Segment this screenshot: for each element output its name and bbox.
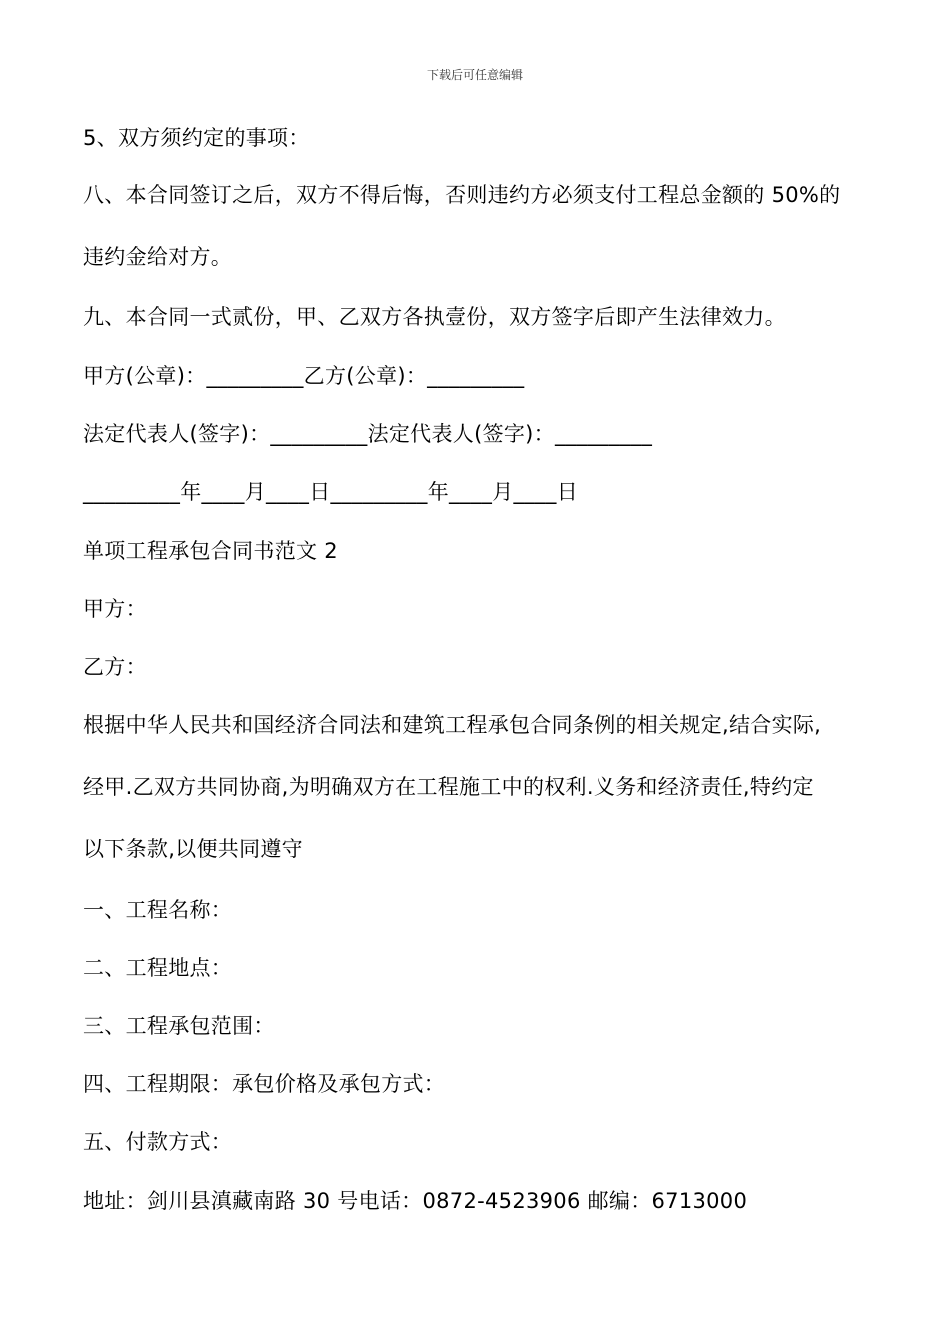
paragraph-clause-nine: 九、本合同一式贰份，甲、乙双方各执壹份，双方签字后即产生法律效力。 (83, 305, 786, 329)
signature-seal-line: 甲方(公章)：_________乙方(公章)：_________ (83, 364, 525, 388)
paragraph-clause-eight (83, 164, 873, 288)
party-a-label: 甲方： (83, 597, 147, 621)
paragraph-preamble (83, 694, 873, 880)
party-b-label: 乙方： (83, 655, 147, 679)
section-title: 单项工程承包合同书范文 2 (83, 539, 338, 563)
preamble-line-3: 以下条款,以便共同遵守 (83, 837, 303, 861)
item-project-term: 四、工程期限：承包价格及承包方式： (83, 1072, 446, 1096)
footer-address: 地址：剑川县滇藏南路 30 号电话：0872-4523906 邮编：6713000 (83, 1189, 748, 1213)
preamble-line-1: 根据中华人民共和国经济合同法和建筑工程承包合同条例的相关规定,结合实际, (83, 713, 822, 737)
item-project-location: 二、工程地点： (83, 956, 233, 980)
clause-eight-line-1: 八、本合同签订之后，双方不得后悔，否则违约方必须支付工程总金额的 50%的 (83, 183, 841, 207)
signature-date-line: _________年____月____日_________年____月____日 (83, 480, 578, 504)
page-header-note: 下载后可任意编辑 (426, 68, 523, 82)
paragraph-agreed-items: 5、双方须约定的事项： (83, 126, 310, 150)
item-project-scope: 三、工程承包范围： (83, 1014, 275, 1038)
item-payment-method: 五、付款方式： (83, 1130, 233, 1154)
preamble-line-2: 经甲.乙双方共同协商,为明确双方在工程施工中的权利.义务和经济责任,特约定 (83, 775, 814, 799)
item-project-name: 一、工程名称： (83, 898, 233, 922)
signature-representative-line: 法定代表人(签字)：_________法定代表人(签字)：_________ (83, 422, 653, 446)
clause-eight-line-2: 违约金给对方。 (83, 245, 233, 269)
